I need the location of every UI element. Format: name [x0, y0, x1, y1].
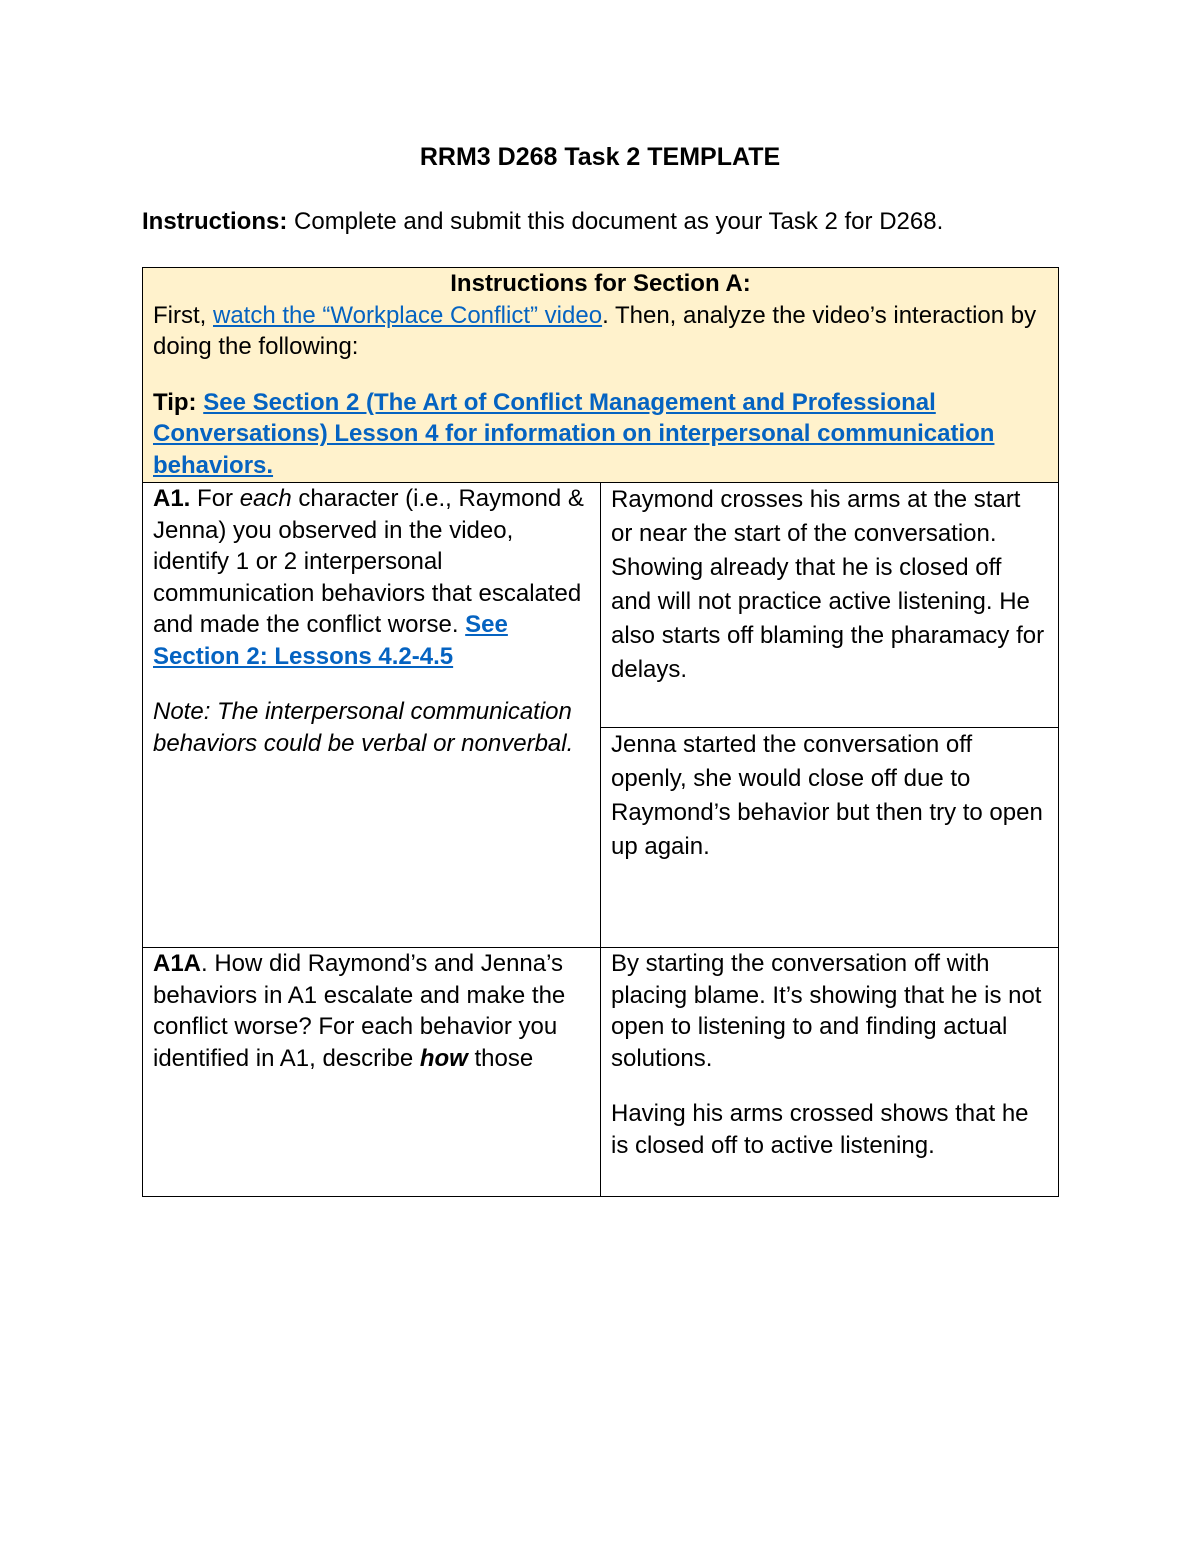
instruction-prefix: First, — [153, 301, 213, 329]
a1a-question-how: how — [419, 1044, 468, 1072]
a1-question-part2: character (i.e., Raymond & Jenna) you observed in the video, identify 1 or 2 interpersonal communication behaviors that escalated and made the conflict worse. — [153, 485, 584, 638]
a1-label: A1. — [153, 485, 191, 512]
a1a-row — [143, 948, 1059, 1197]
task-table — [142, 267, 1059, 1197]
section-a-instruction-text — [153, 300, 1048, 363]
page-title: RRM3 D268 Task 2 TEMPLATE — [419, 143, 781, 171]
instructions-paragraph — [142, 206, 1042, 237]
a1a-answer-cell[interactable] — [601, 948, 1059, 1197]
a1a-answer-paragraph-2: Having his arms crossed shows that he is closed off to active listening. — [611, 1100, 1029, 1159]
a1a-question-cell — [143, 948, 601, 1197]
instructions-label: Instructions: — [142, 208, 288, 235]
a1a-question-part2: those — [467, 1044, 534, 1072]
section-2-lessons-link[interactable]: See Section 2: Lessons 4.2-4.5 — [153, 611, 508, 670]
a1a-question-part1: . How did Raymond’s and Jenna’s behaviors in A1 escalate and make the conflict worse? For each behavior you identified in A1, describe — [153, 950, 566, 1072]
a1a-answer-paragraph-1: By starting the conversation off with placing blame. It’s showing that he is not open to listening to and finding actual solutions. — [611, 950, 1042, 1072]
a1a-label: A1A — [153, 950, 202, 977]
a1-answer-raymond-cell[interactable] — [601, 483, 1059, 728]
instructions-text: Complete and submit this document as your Task 2 for D268. — [287, 208, 944, 235]
a1-answer-jenna: Jenna started the conversation off openly, she would close off due to Raymond’s behavior but then try to open up again. — [611, 731, 1043, 860]
a1-row-raymond — [143, 483, 1059, 728]
workplace-conflict-video-link[interactable]: watch the “Workplace Conflict” video — [213, 301, 603, 329]
a1-question-part1: For — [190, 485, 240, 512]
a1-question-text — [153, 483, 590, 672]
tip-paragraph — [153, 387, 1048, 482]
a1-answer-raymond: Raymond crosses his arms at the start or near the start of the conversation. Showing already that he is closed off and will not practice active listening. He also starts off blaming the pharamacy for delays. — [611, 486, 1045, 683]
section-a-heading: Instructions for Section A: — [450, 270, 751, 297]
section-a-instructions-cell — [143, 268, 1059, 483]
section-2-lesson-4-link[interactable]: See Section 2 (The Art of Conflict Management and Professional Conversations) Lesson 4 for information on interpersonal communication behaviors. — [153, 388, 995, 479]
section-a-header-row — [143, 268, 1059, 483]
tip-label: Tip: — [153, 388, 197, 416]
a1-note: Note: The interpersonal communication behaviors could be verbal or nonverbal. — [153, 698, 574, 757]
a1-question-each: each — [239, 485, 292, 512]
instruction-suffix: . Then, analyze the video’s interaction by doing the following: — [153, 301, 1037, 360]
a1a-question-text — [153, 948, 590, 1074]
a1-question-cell — [143, 483, 601, 948]
a1-answer-jenna-cell[interactable] — [601, 728, 1059, 948]
